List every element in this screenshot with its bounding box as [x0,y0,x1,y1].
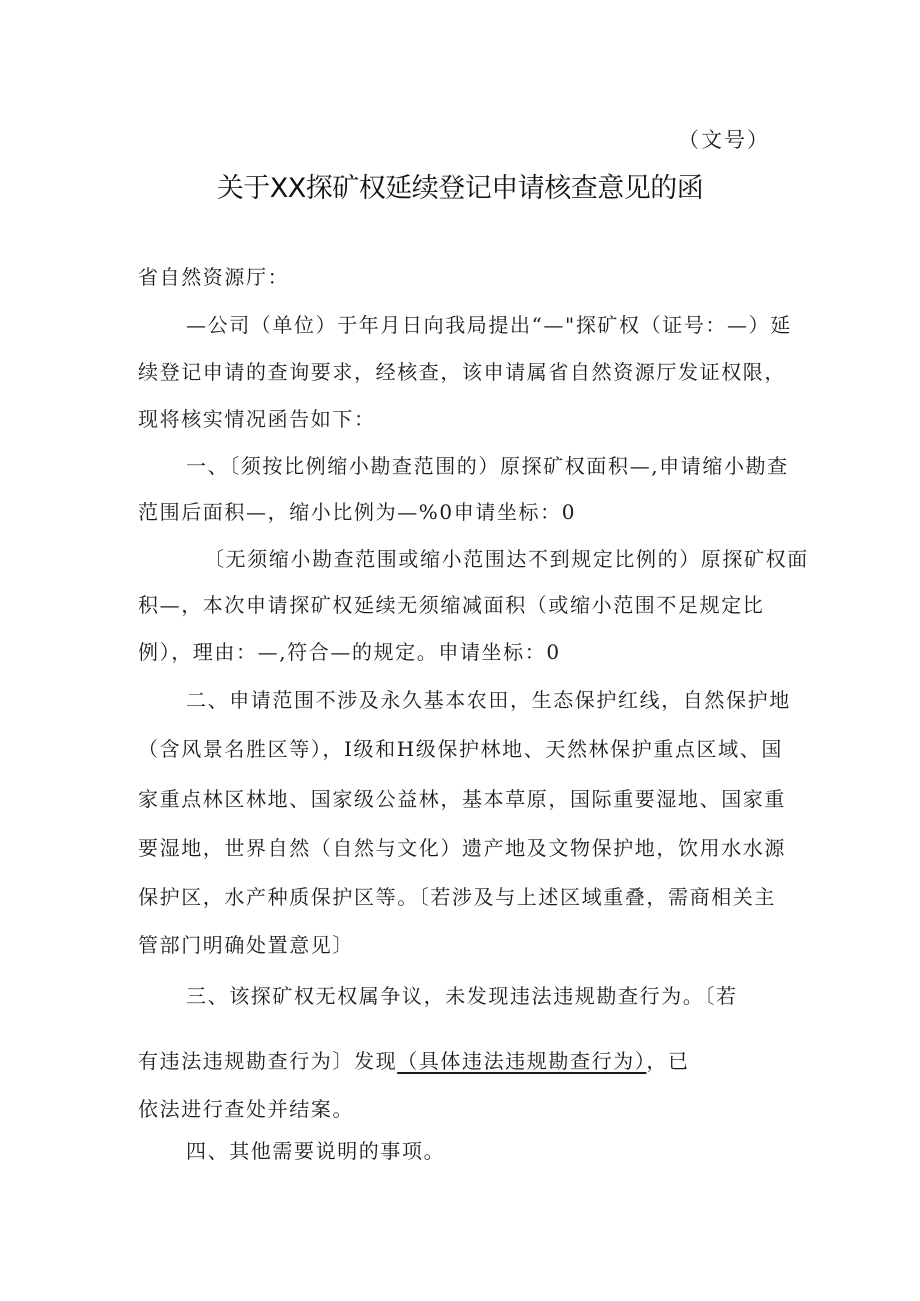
paragraph-3-line-3: 例），理由：—,符合—的规定。申请坐标：0 [138,640,561,664]
paragraph-1-line-2: 续登记申请的查询要求，经核查，该申请属省自然资源厅发证权限， [138,360,786,384]
document-title: 关于XX探矿权延续登记申请核查意见的函 [216,173,704,204]
paragraph-5-text-a: 有违法违规勘查行为〕发现 [138,1049,398,1073]
paragraph-3-line-1: 〔无须缩小勘查范围或缩小范围达不到规定比例的）原探矿权面 [204,547,809,571]
letter-body [138,0,809,1301]
paragraph-4-line-5: 保护区，水产种质保护区等。〔若涉及与上述区域重叠，需商相关主 [138,885,776,909]
paragraph-1-line-1: —公司（单位）于年月日向我局提出“—"探矿权（证号：—）延 [186,313,792,337]
salutation: 省自然资源厅： [138,265,290,289]
document-number: （文号） [678,128,770,152]
paragraph-4-line-1: 二、申请范围不涉及永久基本农田，生态保护红线，自然保护地 [186,688,791,712]
paragraph-2-line-1: 一、〔须按比例缩小勘查范围的）原探矿权面积—,申请缩小勘查 [186,454,789,478]
paragraph-5-line-2 [138,1045,690,1074]
paragraph-2-line-2: 范围后面积—，缩小比例为—%0申请坐标：0 [138,500,577,524]
paragraph-4-line-6: 管部门明确处置意见〕 [138,933,354,957]
paragraph-4-line-4: 要湿地，世界自然（自然与文化）遗产地及文物保护地，饮用水水源 [138,836,786,860]
paragraph-4-line-2: （含风景名胜区等），I级和H级保护林地、天然林保护重点区域、国 [138,737,783,761]
paragraph-6-line-1: 四、其他需要说明的事项。 [186,1139,446,1163]
paragraph-1-line-3: 现将核实情况函告如下： [138,407,376,431]
paragraph-5-text-c: ，已 [646,1049,690,1073]
paragraph-4-line-3: 家重点林区林地、国家级公益林，基本草原，国际重要湿地、国家重 [138,787,786,811]
paragraph-3-line-2: 积—，本次申请探矿权延续无须缩减面积（或缩小范围不足规定比 [138,593,765,617]
paragraph-5-line-3: 依法进行查处并结案。 [138,1097,354,1121]
paragraph-5-line-1: 三、该探矿权无权属争议，未发现违法违规勘查行为。〔若 [186,984,738,1008]
underlined-placeholder: （具体违法违规勘查行为） [397,1049,647,1073]
